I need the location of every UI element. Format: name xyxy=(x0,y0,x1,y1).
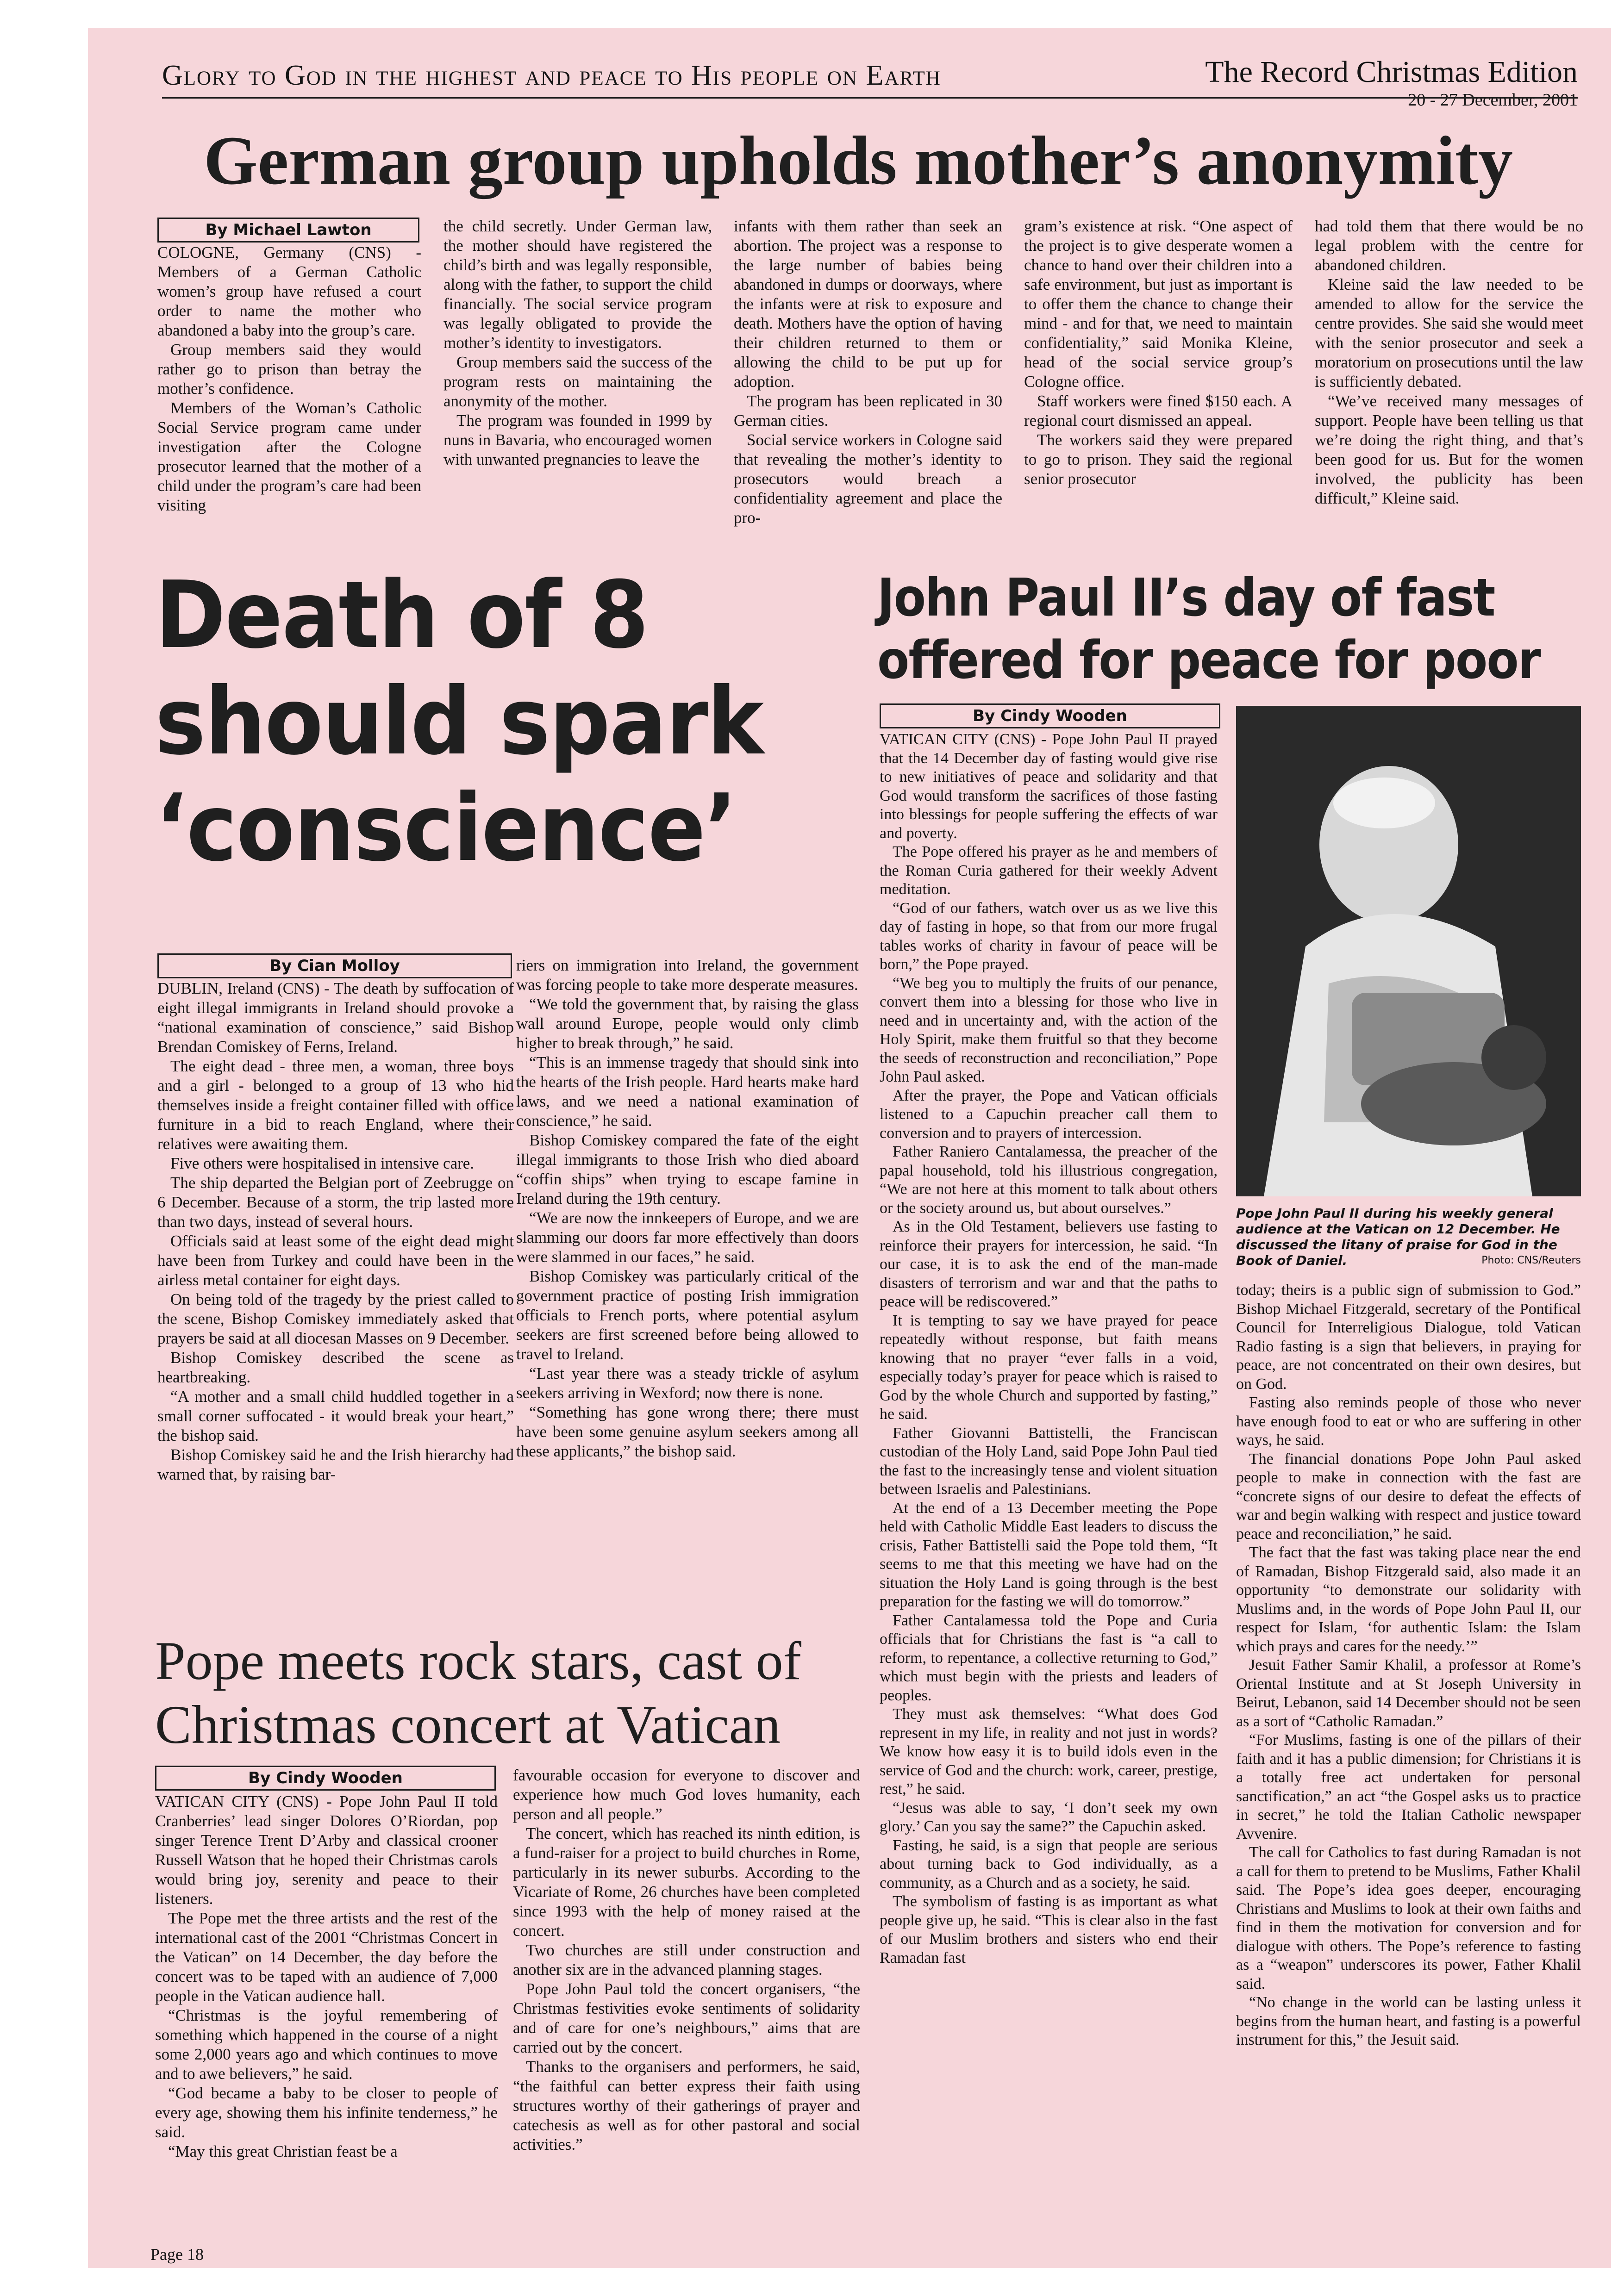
paragraph: Fasting, he said, is a sign that people are serious about turning back to God individually, as a community, as a Church and as a society, he said. xyxy=(880,1836,1218,1892)
paragraph: The financial donations Pope John Paul asked people to make in connection with the fast are “concrete signs of our desire to defeat the effects of war and begin walking with respect and justice toward peace and reconciliation,” he said. xyxy=(1236,1450,1581,1543)
paragraph: “Last year there was a steady trickle of asylum seekers arriving in Wexford; now there is none. xyxy=(516,1364,859,1402)
paragraph: Staff workers were fined $150 each. A regional court dismissed an appeal. xyxy=(1024,392,1293,429)
paragraph: favourable occasion for everyone to discover and experience how much God loves humanity, each person and all people.” xyxy=(513,1766,860,1823)
paragraph: The Pope met the three artists and the rest of the international cast of the 2001 “Christmas Concert in the Vatican” on 14 December, the day before the concert was to be taped with an audience of 7,000 people in the Vatican audience hall. xyxy=(155,1909,498,2005)
caption-text: Pope John Paul II during his weekly general audience at the Vatican on 12 December. He discussed the litany of praise for God in the Book of Daniel. xyxy=(1236,1206,1560,1268)
paragraph: COLOGNE, Germany (CNS) - Members of a German Catholic women’s group have refused a court order to name the mother who abandoned a baby into the group’s care. xyxy=(157,243,421,339)
paragraph: “We are now the innkeepers of Europe, and we are slamming our doors far more effectively than doors were slammed in our faces,” he said. xyxy=(516,1209,859,1266)
article1-col-2 xyxy=(443,217,712,469)
paragraph: Five others were hospitalised in intensive care. xyxy=(170,1154,475,1172)
article3-col-1 xyxy=(880,730,1218,1967)
paragraph: “No change in the world can be lasting unless it begins from the human heart, and fasting is a powerful instrument for this,” the Jesuit said. xyxy=(1236,1994,1581,2048)
paragraph: At the end of a 13 December meeting the Pope held with Catholic Middle East leaders to discuss the crisis, Father Battistelli said the Pope told them, “It seems to me that this meeting we have had on the situation the Holy Land is going through is the best preparation for the fasting we will do tomorrow.” xyxy=(880,1499,1218,1610)
article2-headline xyxy=(155,562,763,882)
article2-byline: By Cian Molloy xyxy=(157,953,512,978)
paragraph: “May this great Christian feast be a xyxy=(168,2142,398,2160)
article3-headline-line: offered for peace for poor xyxy=(877,630,1540,691)
paragraph: Father Raniero Cantalamessa, the preacher of the papal household, told his illustrious congregation, “We are not here at this moment to talk about others or the society around us, but about ourselves.” xyxy=(880,1143,1218,1217)
paragraph: “We beg you to multiply the fruits of our penance, convert them into a blessing for those who live in need and in uncertainty and, with the action of the Holy Spirit, make them fruitful so that they become the seeds of reconstruction and reconciliation,” Pope John Paul asked. xyxy=(880,974,1218,1085)
article4-col-1 xyxy=(155,1792,498,2161)
article2-col-2 xyxy=(516,956,859,1461)
paragraph: Group members said the success of the program rests on maintaining the anonymity of the mother. xyxy=(443,353,712,410)
paragraph: Thanks to the organisers and performers, he said, “the faithful can better express their faith using structures worthy of their gatherings of prayer and catechesis as well as for other pastoral and social activities.” xyxy=(513,2058,860,2153)
paragraph: It is tempting to say we have prayed for peace repeatedly without response, but faith means knowing that no prayer “ever falls in a void, especially today’s prayer for peace which is raised to God by the whole Church and supported by fasting,” he said. xyxy=(880,1312,1218,1423)
paragraph: “Something has gone wrong there; there must have been some genuine asylum seekers among all these applicants,” the bishop said. xyxy=(516,1403,859,1460)
article1-col-3 xyxy=(734,217,1002,528)
paragraph: VATICAN CITY (CNS) - Pope John Paul II prayed that the 14 December day of fasting would give rise to new initiatives of peace and solidarity and that God would transform the sacrifices of those fasting into blessings for people suffering the effects of war and poverty. xyxy=(880,731,1218,842)
paragraph: gram’s existence at risk. “One aspect of the project is to give desperate women a chance to hand over their children into a safe environment, but just as important is to offer them the chance to change their mind - and for that, we need to maintain confidentiality,” said Monika Kleine, head of the social service group’s Cologne office. xyxy=(1024,217,1293,391)
paragraph: had told them that there would be no legal problem with the centre for abandoned children. xyxy=(1315,217,1583,274)
paragraph: “A mother and a small child huddled together in a small corner suffocated - it would break your heart,” the bishop said. xyxy=(157,1388,514,1444)
paragraph: The workers said they were prepared to go to prison. They said the regional senior prosecutor xyxy=(1024,431,1293,488)
paragraph: Group members said they would rather go to prison than betray the mother’s confidence. xyxy=(157,341,421,398)
paragraph: Officials said at least some of the eight dead might have been from Turkey and could have been in the airless metal container for eight days. xyxy=(157,1232,514,1289)
paragraph: Kleine said the law needed to be amended to allow for the service the centre provides. She said she would meet with the senior prosecutor and seek a moratorium on prosecutions until the law is sufficiently debated. xyxy=(1315,275,1583,391)
paragraph: Two churches are still under construction and another six are in the advanced planning stages. xyxy=(513,1941,860,1979)
article1-col-5 xyxy=(1315,217,1583,508)
article3-col-2 xyxy=(1236,1281,1581,2050)
paragraph: “Jesus was able to say, ‘I don’t seek my own glory.’ Can you say the same?” the Capuchin asked. xyxy=(880,1799,1218,1835)
paragraph: After the prayer, the Pope and Vatican officials listened to a Capuchin preacher call them to conversion and to prayers of intercession. xyxy=(880,1087,1218,1142)
paragraph: VATICAN CITY (CNS) - Pope John Paul II told Cranberries’ lead singer Dolores O’Riordan, pop singer Terence Trent D’Arby and classical crooner Russell Watson that he hoped their Christmas carols would bring joy, serenity and peace to their listeners. xyxy=(155,1792,498,1908)
paragraph: infants with them rather than seek an abortion. The project was a response to the large number of babies being abandoned in dumps or doorways, where the infants were at risk to exposure and death. Mothers have the option of having their children returned to them or allowing the child to be put up for adoption. xyxy=(734,217,1002,391)
paragraph: The concert, which has reached its ninth edition, is a fund-raiser for a project to build churches in Rome, particularly in its newer suburbs. According to the Vicariate of Rome, 26 churches have been completed since 1993 with the help of money raised at the concert. xyxy=(513,1824,860,1940)
article4-byline: By Cindy Wooden xyxy=(155,1766,496,1791)
paragraph: Members of the Woman’s Catholic Social Service program came under investigation after the Cologne prosecutor learned that the mother of a child under the program’s care had been visiting xyxy=(157,399,421,514)
article2-headline-line: should spark xyxy=(155,668,763,776)
header-rule xyxy=(162,97,1578,99)
paragraph: “We’ve received many messages of support. People have been telling us that we’re doing the right thing, and that’s been good for us. But for the women involved, the publicity has been difficult,” Kleine said. xyxy=(1315,392,1583,507)
paragraph: “We told the government that, by raising the glass wall around Europe, people would only climb higher to break through,” he said. xyxy=(516,995,859,1052)
article3-headline xyxy=(877,567,1540,692)
paragraph: “This is an immense tragedy that should sink into the hearts of the Irish people. Hard hearts make hard laws, and we need a national examination of conscience,” he said. xyxy=(516,1053,859,1130)
paragraph: Bishop Comiskey said he and the Irish hierarchy had warned that, by raising bar- xyxy=(157,1446,514,1483)
article4-headline xyxy=(155,1629,801,1757)
pope-photo xyxy=(1236,706,1581,1196)
article1-col-4 xyxy=(1024,217,1293,489)
paragraph: They must ask themselves: “What does God represent in my life, in reality and not just in words? We know how easy it is to build idols even in the service of God and the church: work, career, prestige, rest,” he said. xyxy=(880,1705,1218,1798)
paragraph: the child secretly. Under German law, the mother should have registered the child’s birth and was legally responsible, along with the father, to support the child financially. The social service program was legally obligated to provide the mother’s identity to investigators. xyxy=(443,217,712,352)
page-number: Page 18 xyxy=(150,2245,204,2264)
paragraph: Pope John Paul told the concert organisers, “the Christmas festivities evoke sentiments of solidarity and of care for one’s neighbours,” aims that are carried out by the concert. xyxy=(513,1980,860,2056)
article3-byline: By Cindy Wooden xyxy=(880,703,1220,728)
article2-col-1 xyxy=(157,979,514,1484)
paragraph: Bishop Comiskey was particularly critical of the government practice of posting Irish immigration officials to French ports, where potential asylum seekers are first screened before being allowed to travel to Ireland. xyxy=(516,1267,859,1363)
header-edition: The Record Christmas Edition xyxy=(1205,55,1578,89)
paragraph: “God became a baby to be closer to people of every age, showing them his infinite tenderness,” he said. xyxy=(155,2084,498,2141)
paragraph: Father Giovanni Battistelli, the Franciscan custodian of the Holy Land, said Pope John Paul tied the fast to the increasingly tense and violent situation between Israelis and Palestinians. xyxy=(880,1424,1218,1498)
paragraph: On being told of the tragedy by the priest called to the scene, Bishop Comiskey immediately asked that prayers be said at all diocesan Masses on 9 December. xyxy=(157,1290,514,1347)
paragraph: today; theirs is a public sign of submission to God.” Bishop Michael Fitzgerald, secretary of the Pontifical Council for Interreligious Dialogue, told Vatican Radio fasting is a sign that believers, in praying for peace, are not concentrated on their own desires, but on God. xyxy=(1236,1282,1581,1393)
paragraph: “For Muslims, fasting is one of the pillars of their faith and it has a public dimension; for Christians it is a totally free act undertaken for personal sanctification,” an act “the Gospel asks us to practice in secret,” he told the Italian Catholic newspaper Avvenire. xyxy=(1236,1731,1581,1842)
paragraph: The Pope offered his prayer as he and members of the Roman Curia gathered for their weekly Advent meditation. xyxy=(880,843,1218,898)
article1-headline: German group upholds mother’s anonymity xyxy=(204,122,1513,199)
paragraph: “God of our fathers, watch over us as we live this day of fasting in hope, so that from our more frugal tables works of charity in favour of peace will be born,” the Pope prayed. xyxy=(880,899,1218,973)
article2-headline-line: Death of 8 xyxy=(155,561,648,669)
paragraph: Bishop Comiskey compared the fate of the eight illegal immigrants to those Irish who died aboard “coffin ships” when trying to escape famine in Ireland during the 19th century. xyxy=(516,1131,859,1207)
article1-col-1 xyxy=(157,243,421,515)
article2-headline-line: ‘conscience’ xyxy=(155,774,737,882)
photo-credit: Photo: CNS/Reuters xyxy=(1481,1255,1581,1266)
header-date: 20 - 27 December, 2001 xyxy=(1408,90,1578,110)
paragraph: Social service workers in Cologne said that revealing the mother’s identity to prosecutors would breach a confidentiality agreement and place the pro- xyxy=(734,431,1002,527)
article4-headline-line: Christmas concert at Vatican xyxy=(155,1694,781,1755)
article4-headline-line: Pope meets rock stars, cast of xyxy=(155,1630,801,1691)
paragraph: DUBLIN, Ireland (CNS) - The death by suffocation of eight illegal immigrants in Ireland should provoke a “national examination of conscience,” said Bishop Brendan Comiskey of Ferns, Ireland. xyxy=(157,979,514,1056)
paragraph: As in the Old Testament, believers use fasting to reinforce their prayers for intercession, he said. “In our case, it is to ask the end of the man-made disasters of terrorism and war and that the paths to peace will be rediscovered.” xyxy=(880,1218,1218,1310)
paragraph: The eight dead - three men, a woman, three boys and a girl - belonged to a group of 13 who hid themselves inside a freight container filled with office furniture in a bid to reach England, where their relatives were awaiting them. xyxy=(157,1057,514,1153)
paragraph: Bishop Comiskey described the scene as heartbreaking. xyxy=(157,1349,514,1386)
paragraph: Father Cantalamessa told the Pope and Curia officials that for Christians the fast is “a call to reform, to repentance, a collective returning to God,” which must begin with the priests and leaders of peoples. xyxy=(880,1612,1218,1704)
paragraph: The program has been replicated in 30 German cities. xyxy=(734,392,1002,429)
paragraph: The program was founded in 1999 by nuns in Bavaria, who encouraged women with unwanted pregnancies to leave the xyxy=(443,411,712,468)
header-edition-block xyxy=(1205,55,1578,110)
photo-caption xyxy=(1236,1206,1581,1269)
paragraph: The call for Catholics to fast during Ramadan is not a call for them to pretend to be Muslims, Father Khalil said. The Pope’s idea goes deeper, encouraging Christians and Muslims to look at their own faiths and find in them the motivation for conversion and for dialogue with others. The Pope’s reference to fasting as a “weapon” underscores its power, Father Khalil said. xyxy=(1236,1844,1581,1992)
pope-photo-illustration xyxy=(1236,706,1581,1196)
article4-col-2 xyxy=(513,1766,860,2154)
paragraph: The symbolism of fasting is as important as what people give up, he said. “This is clear also in the fast of our Muslim brothers and sisters who end their Ramadan fast xyxy=(880,1893,1218,1966)
paragraph: Jesuit Father Samir Khalil, a professor at Rome’s Oriental Institute and at St Joseph University in Beirut, Lebanon, said 14 December should not be seen as a sort of “Catholic Ramadan.” xyxy=(1236,1656,1581,1730)
paragraph: The ship departed the Belgian port of Zeebrugge on 6 December. Because of a storm, the trip lasted more than two days, instead of several hours. xyxy=(157,1174,514,1231)
paragraph: “Christmas is the joyful remembering of something which happened in the course of a night some 2,000 years ago and which continues to move and to awe believers,” he said. xyxy=(155,2006,498,2083)
paragraph: The fact that the fast was taking place near the end of Ramadan, Bishop Fitzgerald said, also made it an opportunity “to demonstrate our solidarity with Muslims and, in the words of Pope John Paul II, our respect for Islam, ‘for authentic Islam: the Islam which prays and cares for the needy.’” xyxy=(1236,1544,1581,1655)
article3-headline-line: John Paul II’s day of fast xyxy=(877,568,1495,628)
paragraph: Fasting also reminds people of those who never have enough food to eat or who are suffering in other ways, he said. xyxy=(1236,1394,1581,1449)
paragraph: riers on immigration into Ireland, the government was forcing people to take more desperate measures. xyxy=(516,956,859,994)
header-tagline: Glory to God in the highest and peace to His people on Earth xyxy=(162,60,941,91)
article1-byline: By Michael Lawton xyxy=(157,218,419,243)
